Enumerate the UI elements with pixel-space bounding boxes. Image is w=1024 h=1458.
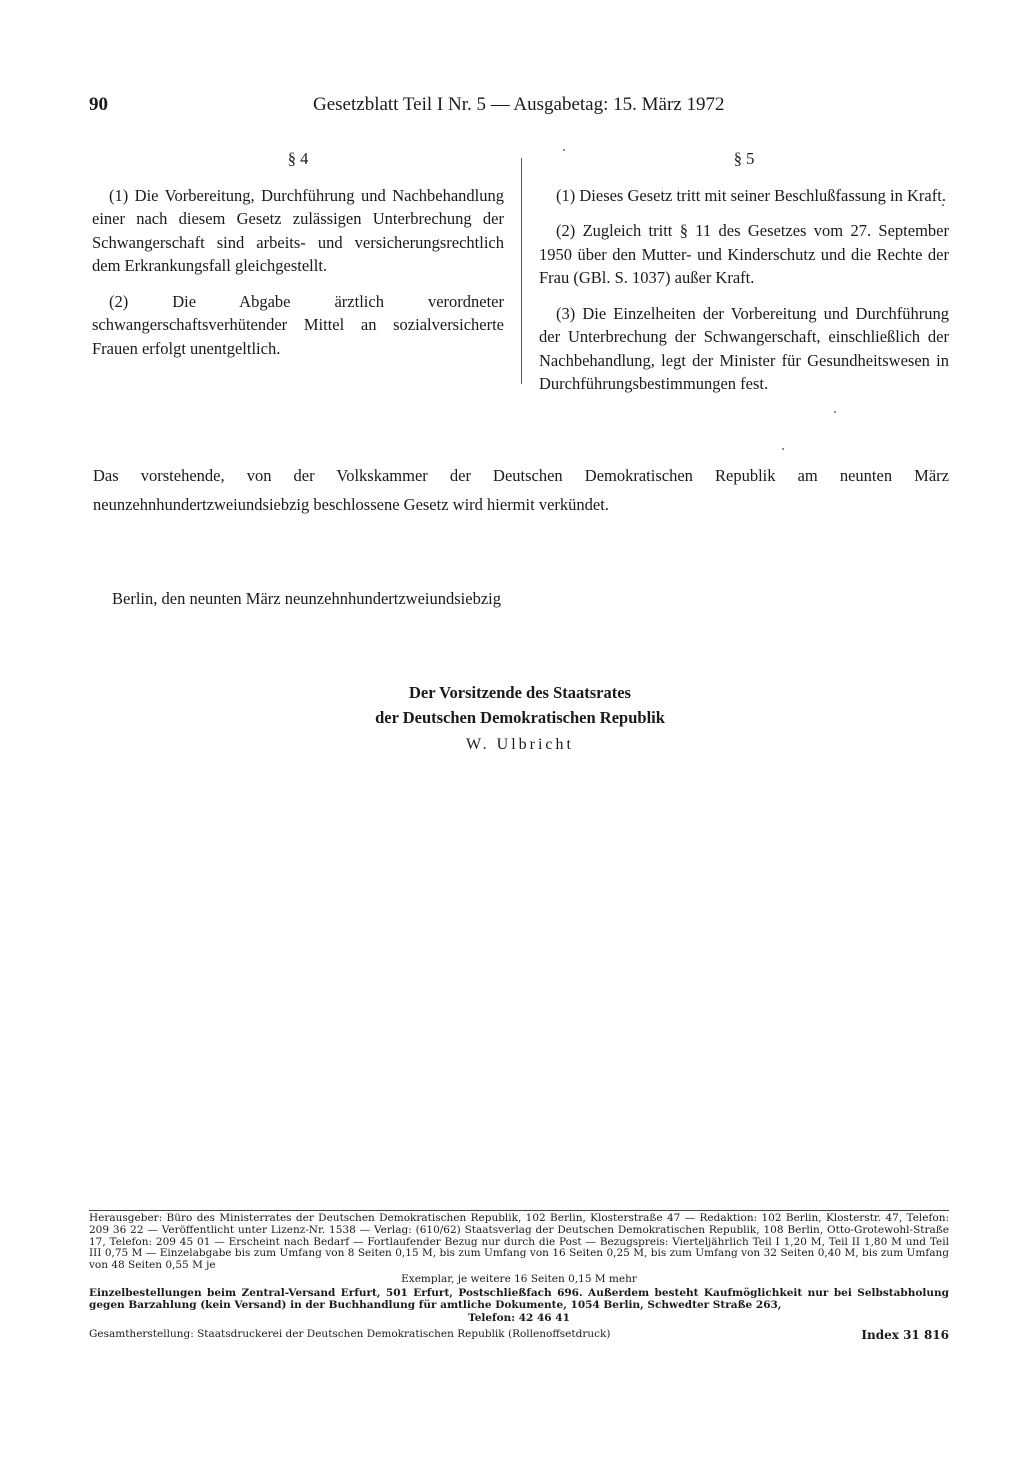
page-number: 90 (89, 94, 108, 115)
left-column (92, 147, 504, 372)
print-speck (834, 411, 836, 413)
paragraph: (1) Dieses Gesetz tritt mit seiner Beschlußfassung in Kraft. (556, 185, 946, 205)
imprint-publisher: Herausgeber: Büro des Ministerrates der Deutschen Demokratischen Republik, 102 Berlin, Klosterstraße 47 — Redaktion: 102 Berlin, Klosterstr. 47, Telefon: 209 36 22 — Veröffentlicht unter Lizenz-Nr. 1538 — Verlag: (610/62) Staatsverlag der Deutschen Demokratischen Republik, 108 Berlin, Otto-Grotewohl-Straße 17, Telefon: 209 45 01 — Erscheint nach Bedarf — Fortlaufender Bezug nur durch die Post — Bezugspreis: Vierteljährlich Teil I 1,20 M, Teil II 1,80 M und Teil III 0,75 M — Einzelabgabe bis zum Umfang von 8 Seiten 0,15 M, bis zum Umfang von 16 Seiten 0,25 M, bis zum Umfang von 32 Seiten 0,40 M, bis zum Umfang von 48 Seiten 0,55 M je (89, 1212, 949, 1272)
index-number: Index 31 816 (861, 1328, 949, 1342)
print-speck (563, 149, 565, 151)
signature-title-line-1: Der Vorsitzende des Staatsrates (409, 683, 631, 702)
promulgation-text: Das vorstehende, von der Volkskammer der Deutschen Demokratischen Republik am neunten März neunzehnhundertzweiundsiebzig beschlossene Gesetz wird hiermit verkündet. (93, 466, 949, 514)
signatory-name: W. Ulbricht (466, 736, 574, 753)
paragraph: (2) Die Abgabe ärztlich verordneter schwangerschaftsverhütender Mittel an sozialversicherte Frauen erfolgt unentgeltlich. (92, 291, 504, 358)
imprint-publisher-end: Exemplar, je weitere 16 Seiten 0,15 M mehr (401, 1272, 637, 1285)
imprint (89, 1213, 949, 1327)
signature-block (300, 680, 740, 760)
section-heading-4: § 4 (287, 149, 309, 168)
imprint-orders-end: Telefon: 42 46 41 (468, 1312, 570, 1325)
print-speck (782, 448, 784, 450)
imprint-orders: Einzelbestellungen beim Zentral-Versand Erfurt, 501 Erfurt, Postschließfach 696. Außerdem besteht Kaufmöglichkeit nur bei Selbstabholung gegen Barzahlung (kein Versand) in der Buchhandlung für amtliche Dokumente, 1054 Berlin, Schwedter Straße 263, (89, 1286, 949, 1311)
signature-title-line-2: der Deutschen Demokratischen Republik (375, 708, 665, 727)
right-column (539, 147, 949, 408)
print-speck (942, 204, 944, 206)
paragraph: (3) Die Einzelheiten der Vorbereitung und Durchführung der Unterbrechung der Schwangerschaft, einschließlich der Nachbehandlung, legt der Minister für Gesundheitswesen in Durchführungsbestimmungen fest. (539, 303, 949, 393)
printer-credit: Gesamtherstellung: Staatsdruckerei der Deutschen Demokratischen Republik (Rollenoffsetdruck) (89, 1328, 611, 1340)
page-header-title: Gesetzblatt Teil I Nr. 5 — Ausgabetag: 15. März 1972 (313, 94, 725, 115)
column-divider (521, 158, 522, 384)
printer-line (89, 1328, 949, 1340)
place-date: Berlin, den neunten März neunzehnhundertzweiundsiebzig (112, 589, 501, 608)
footer-rule (89, 1210, 949, 1211)
section-heading-5: § 5 (733, 149, 755, 168)
paragraph: (2) Zugleich tritt § 11 des Gesetzes vom 27. September 1950 über den Mutter- und Kinderschutz und die Rechte der Frau (GBl. S. 1037) außer Kraft. (539, 221, 949, 287)
paragraph: (1) Die Vorbereitung, Durchführung und Nachbehandlung einer nach diesem Gesetz zulässigen Unterbrechung der Schwangerschaft sind arbeits- und versicherungsrechtlich dem Erkrankungsfall gleichgestellt. (92, 185, 504, 275)
